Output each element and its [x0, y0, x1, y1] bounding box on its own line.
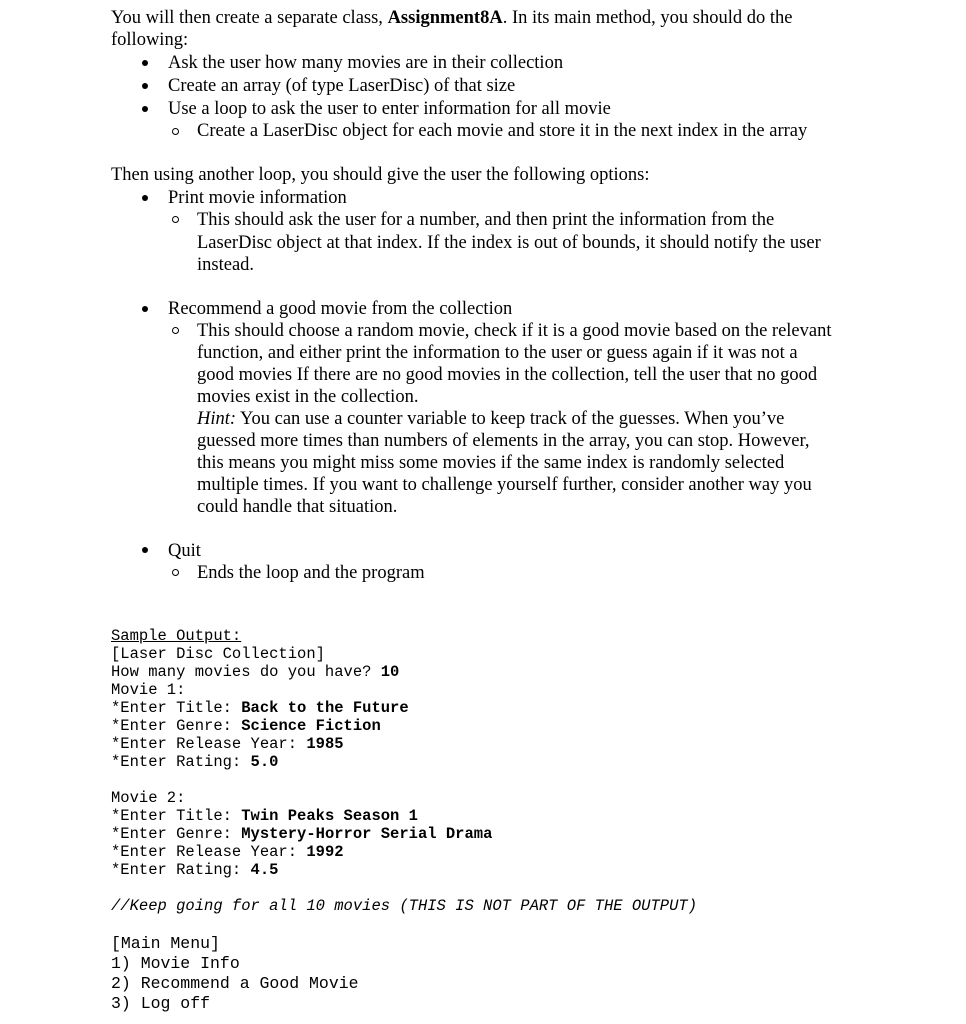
- console-input: Back to the Future: [241, 699, 409, 717]
- console-prompt: *Enter Title:: [111, 699, 242, 717]
- console-input: Mystery-Horror Serial Drama: [241, 825, 493, 843]
- list-subitem: Create a LaserDisc object for each movie and store it in the next index in the array: [197, 121, 808, 141]
- list-item: Ask the user how many movies are in their collection: [168, 53, 564, 73]
- bullet-icon: [142, 60, 148, 66]
- hint-text: multiple times. If you want to challenge yourself further, consider another way you: [197, 475, 812, 495]
- movie-label: Movie 2:: [111, 789, 186, 807]
- option-print-desc: LaserDisc object at that index. If the index is out of bounds, it should notify the user: [197, 233, 821, 253]
- console-input: 4.5: [250, 861, 279, 879]
- intro-text: . In its main method, you should do the: [502, 8, 793, 28]
- console-line: [111, 861, 278, 879]
- option-recommend-desc: movies exist in the collection.: [197, 387, 419, 407]
- console-line: [111, 663, 399, 681]
- console-input: 1985: [306, 735, 344, 753]
- console-line: [111, 717, 381, 735]
- option-recommend-desc: This should choose a random movie, check if it is a good movie based on the relevant: [197, 321, 832, 341]
- console-prompt: *Enter Title:: [111, 807, 242, 825]
- console-input: 1992: [306, 843, 344, 861]
- bullet-icon: [142, 83, 148, 89]
- console-input: 5.0: [250, 753, 279, 771]
- bullet-icon: [142, 195, 148, 201]
- circle-bullet-icon: [172, 327, 179, 334]
- intro-line-1: [111, 7, 793, 29]
- intro-text: You will then create a separate class,: [111, 8, 388, 28]
- console-line: [111, 825, 492, 843]
- hint-text: could handle that situation.: [197, 497, 398, 517]
- console-prompt: *Enter Rating:: [111, 861, 251, 879]
- menu-item: 2) Recommend a Good Movie: [111, 974, 359, 993]
- menu-item: 1) Movie Info: [111, 954, 240, 973]
- option-recommend-desc: good movies If there are no good movies in the collection, tell the user that no good: [197, 365, 818, 385]
- console-input: Science Fiction: [241, 717, 381, 735]
- console-line: [Laser Disc Collection]: [111, 645, 325, 663]
- console-prompt: *Enter Rating:: [111, 753, 251, 771]
- console-prompt: *Enter Release Year:: [111, 735, 307, 753]
- option-print-title: Print movie information: [168, 188, 347, 208]
- option-print-desc: instead.: [197, 255, 255, 275]
- bullet-icon: [142, 306, 148, 312]
- circle-bullet-icon: [172, 128, 179, 135]
- sample-output-heading: Sample Output:: [111, 627, 242, 645]
- console-prompt: *Enter Release Year:: [111, 843, 307, 861]
- console-prompt: *Enter Genre:: [111, 825, 242, 843]
- hint-text: guessed more times than numbers of elements in the array, you can stop. However,: [197, 431, 810, 451]
- intro-line-2: following:: [111, 30, 189, 50]
- bullet-icon: [142, 106, 148, 112]
- bullet-icon: [142, 547, 148, 553]
- console-input: 10: [380, 663, 400, 681]
- option-quit-title: Quit: [168, 541, 201, 561]
- option-print-desc: This should ask the user for a number, and then print the information from the: [197, 210, 775, 230]
- console-prompt: How many movies do you have?: [111, 663, 381, 681]
- list-item: Use a loop to ask the user to enter information for all movie: [168, 99, 611, 119]
- hint-text: this means you might miss some movies if the same index is randomly selected: [197, 453, 785, 473]
- console-input: Twin Peaks Season 1: [241, 807, 418, 825]
- menu-title: [Main Menu]: [111, 934, 220, 953]
- console-line: [111, 843, 344, 861]
- movie-label: Movie 1:: [111, 681, 186, 699]
- console-line: [111, 699, 409, 717]
- console-line: [111, 735, 344, 753]
- console-line: [111, 753, 278, 771]
- hint-line-1: [197, 408, 784, 430]
- circle-bullet-icon: [172, 216, 179, 223]
- hint-label: Hint:: [197, 409, 237, 429]
- menu-item: 3) Log off: [111, 994, 211, 1013]
- class-name: Assignment8A: [387, 8, 503, 28]
- circle-bullet-icon: [172, 569, 179, 576]
- options-intro: Then using another loop, you should give the user the following options:: [111, 165, 650, 185]
- option-recommend-desc: function, and either print the information to the user or guess again if it was not a: [197, 343, 798, 363]
- console-prompt: *Enter Genre:: [111, 717, 242, 735]
- list-item: Create an array (of type LaserDisc) of that size: [168, 76, 516, 96]
- console-line: [111, 807, 418, 825]
- option-recommend-title: Recommend a good movie from the collection: [168, 299, 513, 319]
- option-quit-desc: Ends the loop and the program: [197, 563, 425, 583]
- hint-text: You can use a counter variable to keep track of the guesses. When you’ve: [236, 409, 785, 429]
- code-comment: //Keep going for all 10 movies (THIS IS NOT PART OF THE OUTPUT): [111, 897, 697, 915]
